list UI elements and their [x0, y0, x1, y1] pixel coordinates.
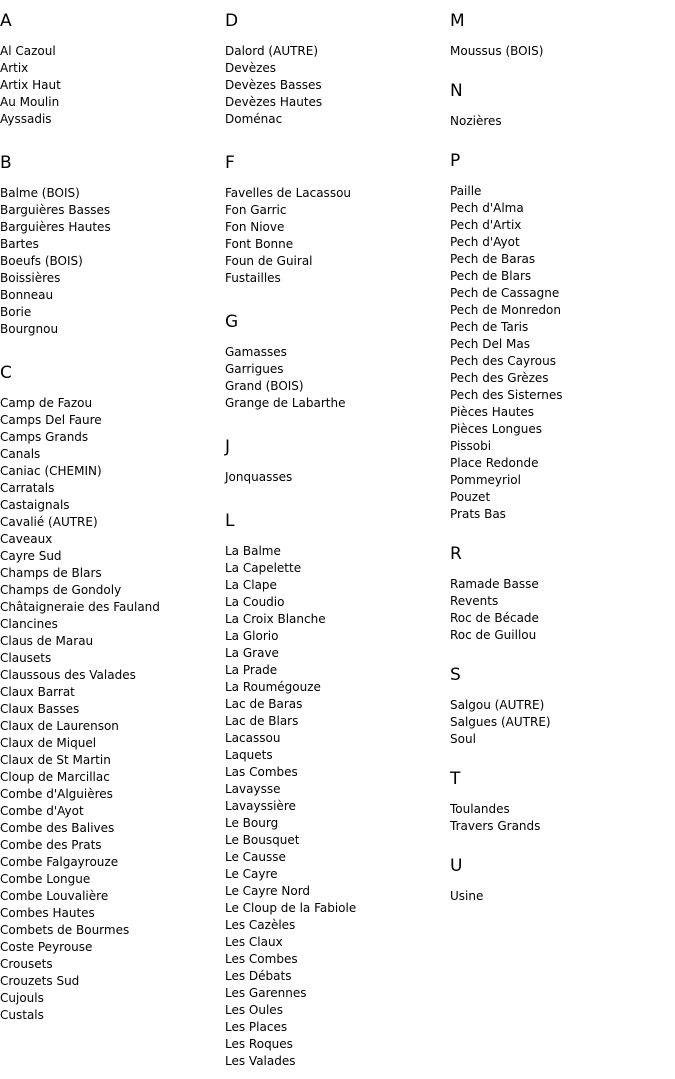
- letter-section: [0, 153, 220, 338]
- list-item: Fon Niove: [225, 220, 285, 234]
- section-letter-heading: U: [450, 856, 463, 876]
- list-item: Jonquasses: [225, 470, 293, 484]
- list-item: Caveaux: [0, 532, 53, 546]
- entry-list: [450, 183, 670, 523]
- list-item: Devèzes: [225, 61, 277, 75]
- letter-section: [450, 151, 670, 523]
- letter-section: [450, 665, 670, 748]
- list-item: Nozières: [450, 114, 502, 128]
- list-item: La Grave: [225, 646, 279, 660]
- list-item: Barguières Basses: [0, 203, 111, 217]
- list-item: Camp de Fazou: [0, 396, 93, 410]
- section-letter-heading: P: [450, 151, 461, 171]
- list-item: Roc de Bécade: [450, 611, 539, 625]
- list-item: La Capelette: [225, 561, 302, 575]
- list-item: Le Bousquet: [225, 833, 300, 847]
- list-item: Fon Garric: [225, 203, 287, 217]
- list-item: Canals: [0, 447, 41, 461]
- list-item: Bartes: [0, 237, 39, 251]
- list-item: Cayre Sud: [0, 549, 62, 563]
- list-item: Champs de Gondoly: [0, 583, 122, 597]
- list-item: Revents: [450, 594, 499, 608]
- list-item: Soul: [450, 732, 476, 746]
- list-item: Toulandes: [450, 802, 510, 816]
- list-item: Barguières Hautes: [0, 220, 111, 234]
- letter-section: [225, 312, 445, 412]
- list-item: Cloup de Marcillac: [0, 770, 110, 784]
- list-item: La Croix Blanche: [225, 612, 326, 626]
- list-item: Boissières: [0, 271, 61, 285]
- list-item: Ramade Basse: [450, 577, 539, 591]
- list-item: Châtaigneraie des Fauland: [0, 600, 160, 614]
- section-letter-heading: N: [450, 81, 463, 101]
- list-item: Claux Basses: [0, 702, 80, 716]
- letter-section: [225, 11, 445, 128]
- list-item: Le Bourg: [225, 816, 279, 830]
- list-item: Clancines: [0, 617, 58, 631]
- list-item: Champs de Blars: [0, 566, 102, 580]
- list-item: Claux de St Martin: [0, 753, 111, 767]
- list-item: Les Débats: [225, 969, 292, 983]
- index-column-2: [225, 11, 445, 1070]
- list-item: Combe des Balives: [0, 821, 115, 835]
- list-item: Les Claux: [225, 935, 283, 949]
- letter-section: [0, 363, 220, 1024]
- list-item: Lac de Blars: [225, 714, 299, 728]
- section-letter-heading: C: [0, 363, 12, 383]
- list-item: Combe Falgayrouze: [0, 855, 119, 869]
- list-item: La Clape: [225, 578, 277, 592]
- list-item: Salgou (AUTRE): [450, 698, 545, 712]
- list-item: Devèzes Hautes: [225, 95, 323, 109]
- letter-section: [450, 856, 670, 905]
- list-item: Combe Louvalière: [0, 889, 109, 903]
- list-item: Les Cazèles: [225, 918, 296, 932]
- list-item: Le Cayre Nord: [225, 884, 311, 898]
- entry-list: [225, 43, 445, 128]
- entry-list: [0, 43, 220, 128]
- list-item: Combes Hautes: [0, 906, 95, 920]
- list-item: Carratals: [0, 481, 55, 495]
- entry-list: [0, 395, 220, 1024]
- list-item: Clausets: [0, 651, 52, 665]
- list-item: Salgues (AUTRE): [450, 715, 551, 729]
- list-item: Combets de Bourmes: [0, 923, 130, 937]
- list-item: Combe d'Ayot: [0, 804, 84, 818]
- list-item: Boeufs (BOIS): [0, 254, 83, 268]
- entry-list: [225, 185, 445, 287]
- list-item: La Prade: [225, 663, 278, 677]
- entry-list: [450, 697, 670, 748]
- list-item: Balme (BOIS): [0, 186, 80, 200]
- list-item: Foun de Guiral: [225, 254, 313, 268]
- list-item: Claus de Marau: [0, 634, 94, 648]
- list-item: Lacassou: [225, 731, 281, 745]
- entry-list: [450, 888, 670, 905]
- list-item: Grand (BOIS): [225, 379, 304, 393]
- list-item: Pech de Cassagne: [450, 286, 560, 300]
- entry-list: [450, 801, 670, 835]
- letter-section: [225, 437, 445, 486]
- section-letter-heading: R: [450, 544, 462, 564]
- letter-section: [225, 153, 445, 287]
- list-item: Paille: [450, 184, 482, 198]
- list-item: Crouzets Sud: [0, 974, 80, 988]
- letter-section: [450, 81, 670, 130]
- list-item: Claux de Laurenson: [0, 719, 119, 733]
- list-item: Claux de Miquel: [0, 736, 97, 750]
- section-letter-heading: L: [225, 511, 235, 531]
- list-item: Combe d'Alguières: [0, 787, 113, 801]
- entry-list: [450, 43, 670, 60]
- list-item: Favelles de Lacassou: [225, 186, 352, 200]
- list-item: Lac de Baras: [225, 697, 303, 711]
- list-item: Usine: [450, 889, 484, 903]
- list-item: Moussus (BOIS): [450, 44, 544, 58]
- list-item: Pech des Cayrous: [450, 354, 556, 368]
- list-item: Grange de Labarthe: [225, 396, 346, 410]
- list-item: Pech de Blars: [450, 269, 532, 283]
- list-item: Roc de Guillou: [450, 628, 537, 642]
- list-item: Les Roques: [225, 1037, 293, 1051]
- letter-section: [225, 511, 445, 1070]
- list-item: Bourgnou: [0, 322, 59, 336]
- list-item: Les Garennes: [225, 986, 307, 1000]
- entry-list: [0, 185, 220, 338]
- letter-section: [450, 769, 670, 835]
- list-item: Devèzes Basses: [225, 78, 322, 92]
- list-item: Pech d'Ayot: [450, 235, 520, 249]
- list-item: Cujouls: [0, 991, 44, 1005]
- list-item: Pissobi: [450, 439, 492, 453]
- list-item: Caniac (CHEMIN): [0, 464, 102, 478]
- list-item: Travers Grands: [450, 819, 541, 833]
- list-item: Ayssadis: [0, 112, 52, 126]
- list-item: Las Combes: [225, 765, 298, 779]
- list-item: Pièces Hautes: [450, 405, 535, 419]
- list-item: Combe Longue: [0, 872, 91, 886]
- list-item: Pommeyriol: [450, 473, 521, 487]
- list-item: Pech de Monredon: [450, 303, 561, 317]
- list-item: Fustailles: [225, 271, 281, 285]
- section-letter-heading: T: [450, 769, 461, 789]
- list-item: Camps Grands: [0, 430, 89, 444]
- list-item: Custals: [0, 1008, 44, 1022]
- list-item: Le Cloup de la Fabiole: [225, 901, 357, 915]
- section-letter-heading: G: [225, 312, 239, 332]
- list-item: Camps Del Faure: [0, 413, 102, 427]
- list-item: Pech d'Artix: [450, 218, 522, 232]
- index-column-3: [450, 11, 670, 905]
- list-item: Pièces Longues: [450, 422, 543, 436]
- entry-list: [450, 576, 670, 644]
- list-item: Les Places: [225, 1020, 288, 1034]
- list-item: Pech Del Mas: [450, 337, 530, 351]
- list-item: Pech de Baras: [450, 252, 536, 266]
- list-item: Al Cazoul: [0, 44, 56, 58]
- letter-section: [0, 11, 220, 128]
- list-item: Garrigues: [225, 362, 284, 376]
- letter-section: [450, 11, 670, 60]
- list-item: Le Cayre: [225, 867, 278, 881]
- list-item: Bonneau: [0, 288, 54, 302]
- list-item: Au Moulin: [0, 95, 60, 109]
- list-item: Gamasses: [225, 345, 287, 359]
- list-item: Font Bonne: [225, 237, 294, 251]
- list-item: Pech d'Alma: [450, 201, 524, 215]
- list-item: La Balme: [225, 544, 281, 558]
- list-item: Crousets: [0, 957, 53, 971]
- entry-list: [225, 344, 445, 412]
- list-item: Lavayssière: [225, 799, 296, 813]
- list-item: Castaignals: [0, 498, 70, 512]
- section-letter-heading: A: [0, 11, 12, 31]
- list-item: Dalord (AUTRE): [225, 44, 319, 58]
- list-item: La Glorio: [225, 629, 279, 643]
- list-item: Doménac: [225, 112, 283, 126]
- entry-list: [225, 469, 445, 486]
- list-item: Artix Haut: [0, 78, 61, 92]
- list-item: Prats Bas: [450, 507, 506, 521]
- section-letter-heading: D: [225, 11, 239, 31]
- list-item: Borie: [0, 305, 32, 319]
- list-item: Coste Peyrouse: [0, 940, 93, 954]
- entry-list: [450, 113, 670, 130]
- list-item: La Coudio: [225, 595, 285, 609]
- entry-list: [225, 543, 445, 1070]
- letter-section: [450, 544, 670, 644]
- list-item: La Roumégouze: [225, 680, 321, 694]
- list-item: Laquets: [225, 748, 273, 762]
- list-item: Les Oules: [225, 1003, 283, 1017]
- section-letter-heading: J: [225, 437, 231, 457]
- section-letter-heading: B: [0, 153, 12, 173]
- list-item: Place Redonde: [450, 456, 539, 470]
- section-letter-heading: M: [450, 11, 465, 31]
- section-letter-heading: F: [225, 153, 235, 173]
- list-item: Combe des Prats: [0, 838, 102, 852]
- list-item: Les Combes: [225, 952, 298, 966]
- list-item: Les Valades: [225, 1054, 296, 1068]
- index-column-1: [0, 11, 220, 1024]
- list-item: Pouzet: [450, 490, 491, 504]
- list-item: Claux Barrat: [0, 685, 75, 699]
- list-item: Pech des Grèzes: [450, 371, 549, 385]
- list-item: Lavaysse: [225, 782, 281, 796]
- list-item: Pech de Taris: [450, 320, 529, 334]
- list-item: Pech des Sisternes: [450, 388, 563, 402]
- section-letter-heading: S: [450, 665, 461, 685]
- list-item: Le Causse: [225, 850, 286, 864]
- list-item: Claussous des Valades: [0, 668, 136, 682]
- list-item: Artix: [0, 61, 29, 75]
- list-item: Cavalié (AUTRE): [0, 515, 98, 529]
